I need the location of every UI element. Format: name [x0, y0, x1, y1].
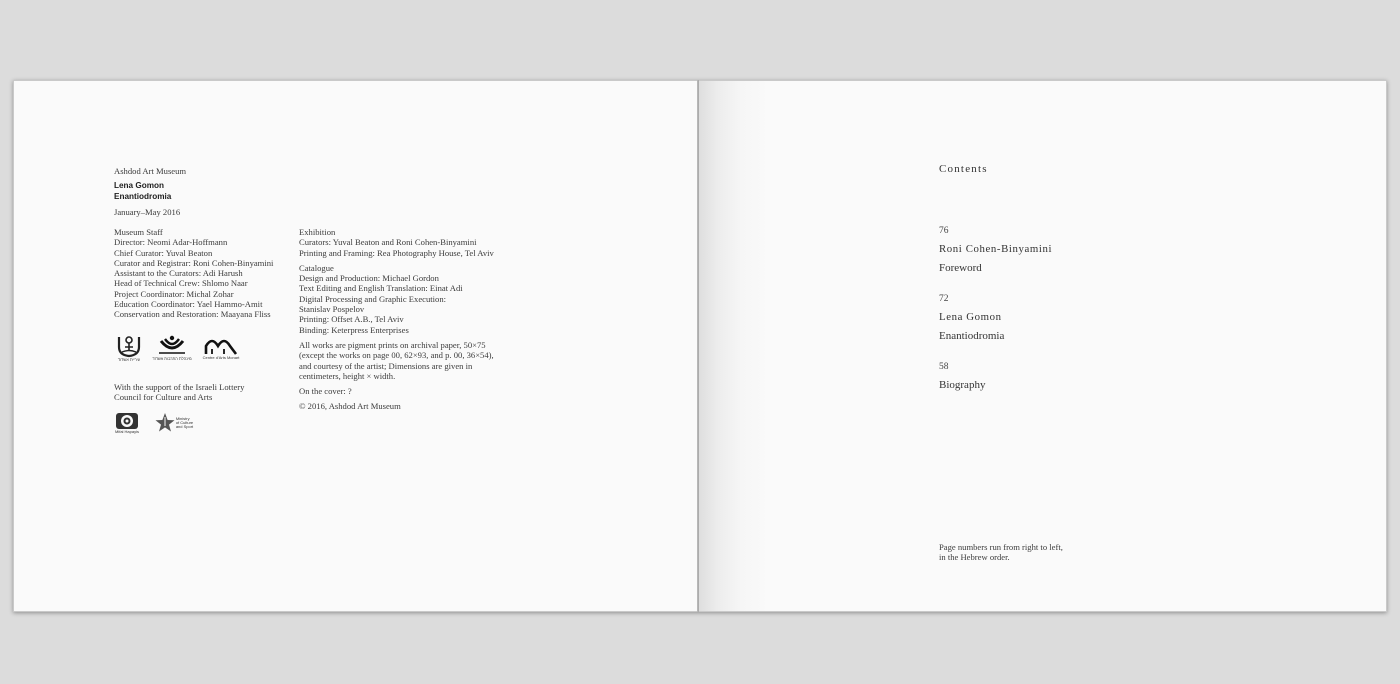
ministry-caption: [176, 417, 193, 429]
copyright: © 2016, Ashdod Art Museum: [299, 401, 401, 412]
credit-line: Stanislav Pospelov: [299, 304, 365, 315]
municipality-logo: [152, 333, 192, 363]
ashdod-emblem-icon: [116, 334, 142, 358]
toc-page-number: 76: [939, 226, 949, 236]
contents-heading: Contents: [939, 163, 988, 175]
catalogue-credits: [299, 263, 494, 335]
exhibition-title: Enantiodromia: [114, 191, 172, 201]
credit-line: Printing and Framing: Rea Photography House, Tel Aviv: [299, 247, 494, 258]
credit-line: Binding: Keterpress Enterprises: [299, 324, 409, 335]
note-line: and courtesy of the artist; Dimensions are given in: [299, 360, 473, 371]
monart-emblem-icon: [204, 336, 238, 356]
works-note: [299, 340, 494, 381]
municipality-emblem-icon: [157, 335, 187, 357]
staff-line: Conservation and Restoration: Maayana Fliss: [114, 309, 271, 320]
footnote-line: Page numbers run from right to left,: [939, 542, 1063, 552]
title-block: [114, 181, 171, 202]
ashdod-logo-caption: עיריית אשדוד: [117, 357, 141, 362]
staff-line: Director: Neomi Adar-Hoffmann: [114, 237, 228, 248]
toc-title: Foreword: [939, 262, 982, 274]
toc-page-number: 58: [939, 362, 949, 372]
toc-page-number: 72: [939, 294, 949, 304]
toc-title: Enantiodromia: [939, 330, 1005, 342]
note-line: (except the works on page 00, 62×93, and p. 00, 36×54),: [299, 350, 494, 361]
credits-column: [299, 227, 494, 412]
mifal-hapayis-logo-caption: Mifal Hapayis: [114, 428, 139, 434]
credit-line: Printing: Offset A.B., Tel Aviv: [299, 314, 404, 325]
museum-name: Ashdod Art Museum: [114, 166, 187, 176]
ministry-caption-line: Ministry: [175, 415, 190, 421]
artist-name: Lena Gomon: [114, 181, 165, 190]
colophon-page: [13, 80, 699, 612]
monart-logo: [200, 333, 242, 363]
ministry-caption-line: of Culture: [175, 419, 194, 425]
ministry-caption-line: and Sport: [175, 423, 194, 429]
book-spread: [13, 80, 1387, 612]
toc-author: Lena Gomon: [939, 311, 1002, 323]
note-line: All works are pigment prints on archival paper, 50×75: [299, 339, 486, 350]
ashdod-logo: [114, 332, 144, 364]
credit-line: Text Editing and English Translation: Einat Adi: [299, 283, 463, 294]
ministry-logo: [153, 410, 195, 435]
staff-line: Curator and Registrar: Roni Cohen-Binyamini: [114, 257, 274, 268]
staff-list: [114, 227, 273, 320]
credit-line: Exhibition: [299, 227, 336, 237]
staff-line: Head of Technical Crew: Shlomo Naar: [114, 278, 248, 289]
staff-line: Project Coordinator: Michal Zohar: [114, 288, 234, 299]
staff-line: Chief Curator: Yuval Beaton: [114, 247, 213, 258]
staff-line: Education Coordinator: Yael Hammo-Amit: [114, 299, 263, 310]
note-line: centimeters, height × width.: [299, 370, 396, 381]
mifal-hapayis-logo: [114, 410, 140, 435]
support-line: With the support of the Israeli Lottery: [114, 382, 245, 392]
ministry-star-icon: [155, 412, 175, 434]
monart-logo-caption: Centre d'Arts Monart: [202, 355, 240, 360]
contents-page: [699, 80, 1387, 612]
exhibition-dates: January–May 2016: [114, 207, 181, 217]
credit-line: Curators: Yuval Beaton and Roni Cohen-Binyamini: [299, 237, 477, 248]
municipality-logo-caption: מינהלת התרבות אשדוד: [152, 356, 192, 361]
mifal-hapayis-emblem-icon: [115, 412, 139, 430]
support-line: Council for Culture and Arts: [114, 392, 213, 402]
toc-author: Roni Cohen-Binyamini: [939, 243, 1053, 255]
credit-line: Digital Processing and Graphic Execution:: [299, 293, 447, 304]
footnote-line: in the Hebrew order.: [939, 552, 1010, 562]
staff-line: Assistant to the Curators: Adi Harush: [114, 268, 243, 279]
credit-line: Catalogue: [299, 262, 334, 273]
cover-note: On the cover: ?: [299, 386, 352, 397]
staff-line: Museum Staff: [114, 227, 163, 237]
toc-title: Biography: [939, 379, 986, 391]
credit-line: Design and Production: Michael Gordon: [299, 273, 439, 284]
exhibition-credits: [299, 227, 494, 258]
